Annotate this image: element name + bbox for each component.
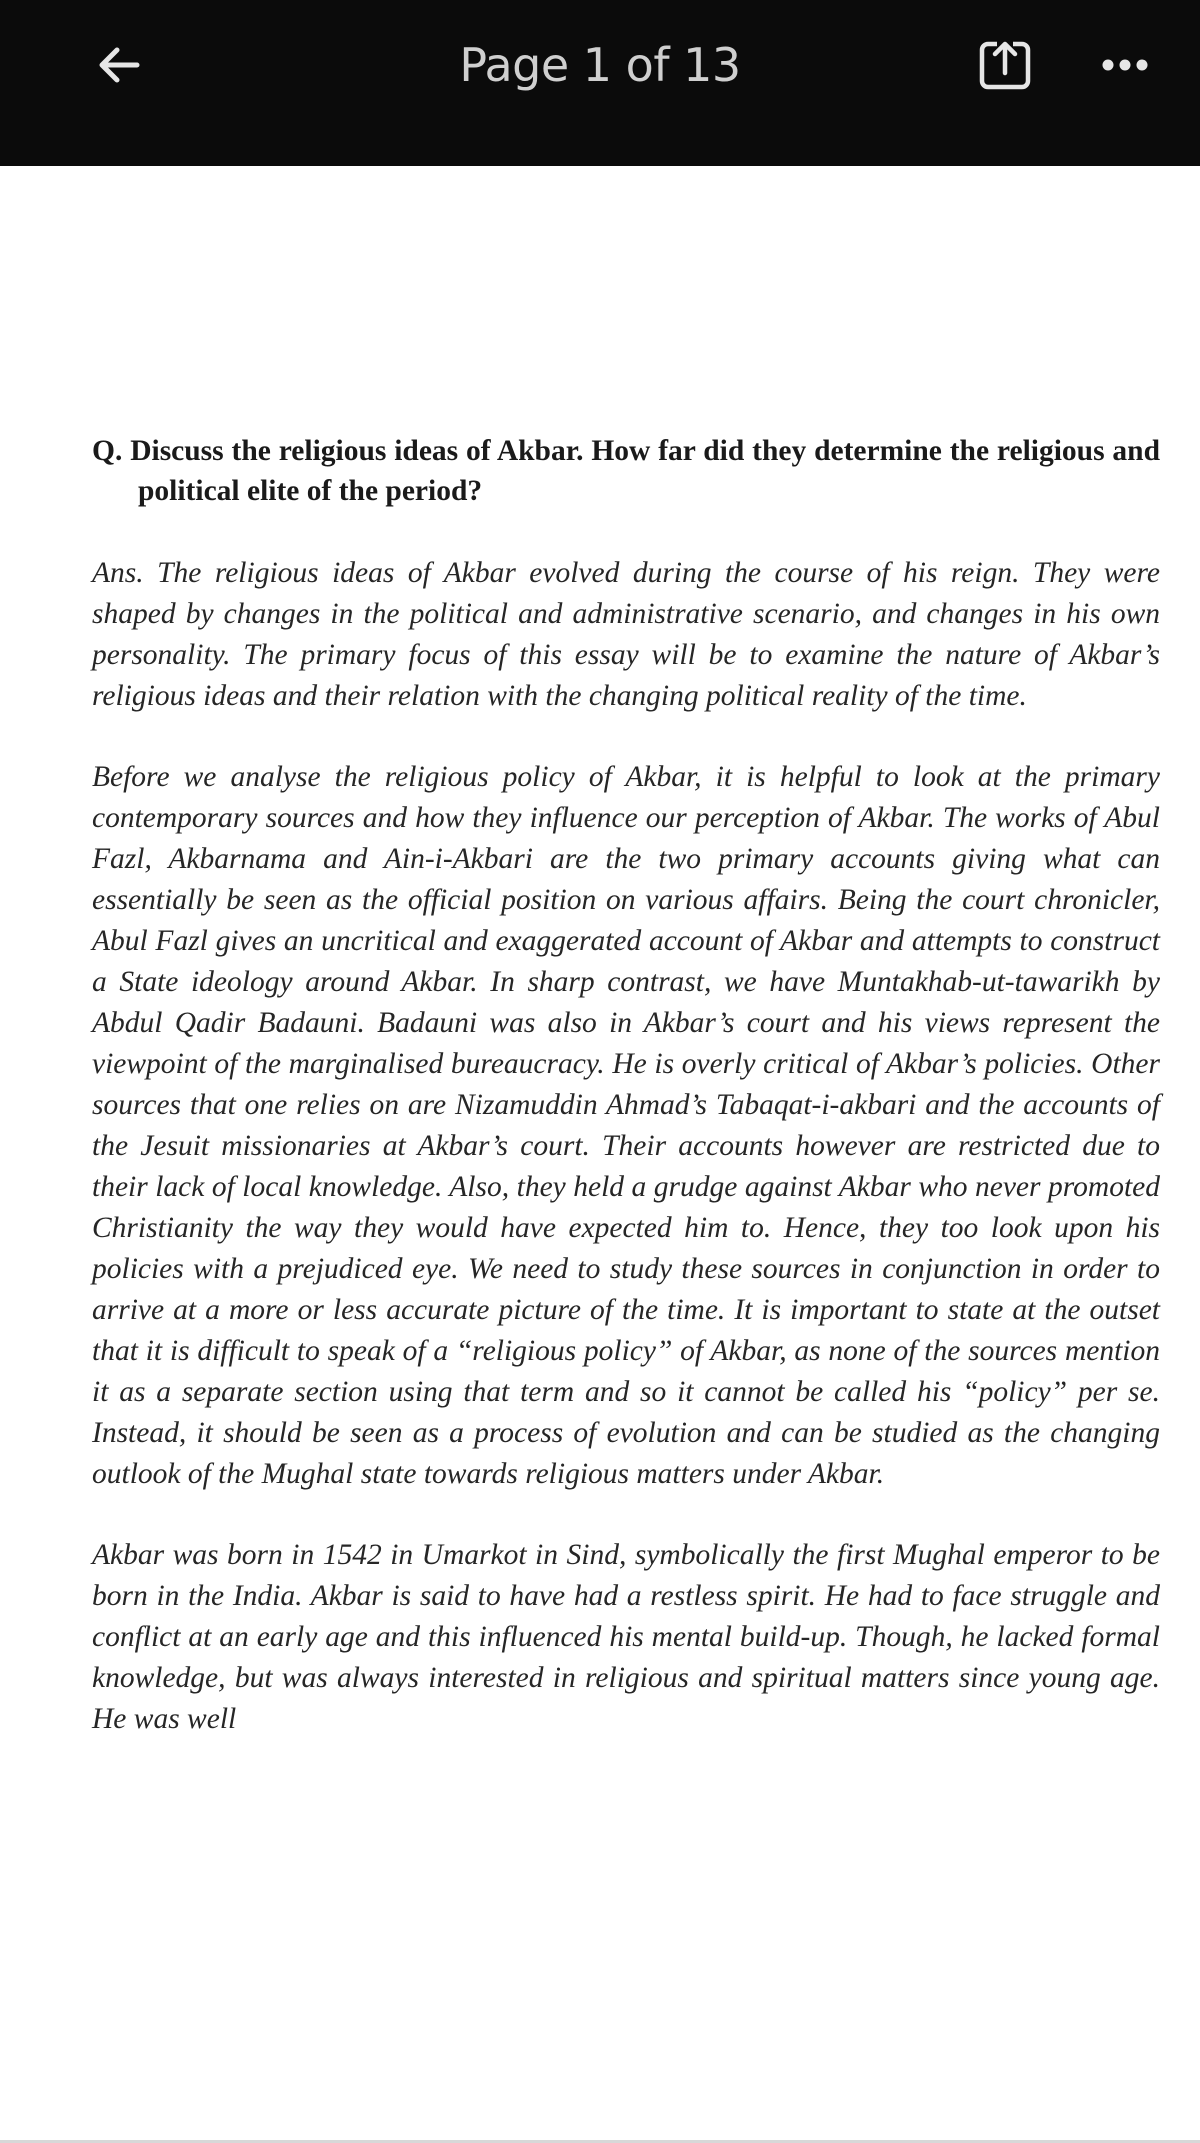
biography-paragraph: Akbar was born in 1542 in Umarkot in Sind, symbolically the first Mughal emperor to be born in the India. Akbar is said to have had a restless spirit. He had to face struggle and conflict at an early age and this influenced his mental build-up. Though, he lacked formal knowledge, but was always interested in religious and spiritual matters since young age. He was well xyxy=(92,1539,1160,1735)
more-horizontal-icon xyxy=(1099,55,1151,75)
page-indicator: Page 1 of 13 xyxy=(459,38,741,92)
top-app-bar xyxy=(0,0,1200,166)
arrow-left-icon xyxy=(93,39,145,91)
question-heading: Q. Discuss the religious ideas of Akbar. How far did they determine the religious and political elite of the period? xyxy=(92,435,1160,507)
document-page-content xyxy=(92,431,1160,1780)
sources-paragraph: Before we analyse the religious policy of Akbar, it is helpful to look at the primary contemporary sources and how they influence our perception of Akbar. The works of Abul Fazl, Akbarnama and Ain-i-Akbari are the two primary accounts giving what can essentially be seen as the official position on various affairs. Being the court chronicler, Abul Fazl gives an uncritical and exaggerated account of Akbar and attempts to construct a State ideology around Akbar. In sharp contrast, we have Muntakhab-ut-tawarikh by Abdul Qadir Badauni. Badauni was also in Akbar’s court and his views represent the viewpoint of the marginalised bureaucracy. He is overly critical of Akbar’s policies. Other sources that one relies on are Nizamuddin Ahmad’s Tabaqat-i-akbari and the accounts of the Jesuit missionaries at Akbar’s court. Their accounts however are restricted due to their lack of local knowledge. Also, they held a grudge against Akbar who never promoted Christianity the way they would have expected him to. Hence, they too look upon his policies with a prejudiced eye. We need to study these sources in conjunction in order to arrive at a more or less accurate picture of the time. It is important to state at the outset that it is difficult to speak of a “religious policy” of Akbar, as none of the sources mention it as a separate section using that term and so it cannot be called his “policy” per se. Instead, it should be seen as a process of evolution and can be studied as the changing outlook of the Mughal state towards religious matters under Akbar. xyxy=(92,761,1160,1490)
back-button[interactable] xyxy=(84,30,154,100)
more-options-button[interactable] xyxy=(1090,30,1160,100)
share-button[interactable] xyxy=(970,30,1040,100)
share-icon xyxy=(975,35,1035,95)
answer-paragraph: Ans. The religious ideas of Akbar evolved during the course of his reign. They were shaped by changes in the political and administrative scenario, and changes in his own personality. The primary focus of this essay will be to examine the nature of Akbar’s religious ideas and their relation with the changing political reality of the time. xyxy=(92,557,1160,712)
